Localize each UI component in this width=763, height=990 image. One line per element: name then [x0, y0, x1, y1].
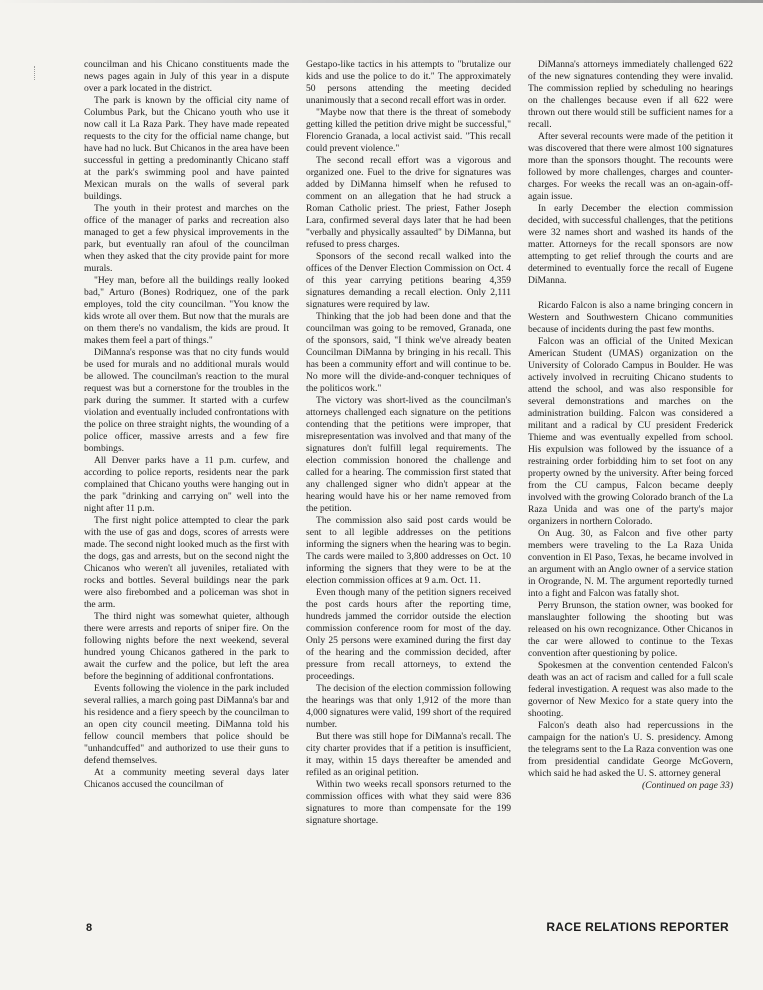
page-number: 8: [86, 922, 93, 934]
scan-mark: [34, 66, 39, 80]
paragraph: DiManna's response was that no city funds would be used for murals and no additional murals would be allowed. The councilman's reaction to the mural request was but a cornerstone for the troubles in the park during the summer. It started with a curfew violation and eventually included confrontations with the police on three straight nights, the wounding of a police officer, massive arrests and a few fire bombings.: [84, 347, 289, 454]
continued-note: (Continued on page 33): [642, 780, 733, 791]
paragraph: Events following the violence in the park included several rallies, a march going past DiManna's bar and his residence and a fiery speech by the councilman to an open city council meeting. DiManna told his fellow council members that police should be "unhandcuffed" and authorized to use their guns to defend themselves.: [84, 683, 289, 766]
paragraph: councilman and his Chicano constituents made the news pages again in July of this year in a dispute over a park located in the district.: [84, 59, 289, 94]
paragraph: Thinking that the job had been done and that the councilman was going to be removed, Granada, one of the sponsors, said, "I think we've already beaten Councilman DiManna by bringing in his recall. This has been a community effort and will continue to be. No more will the divide-and-conquer techniques of the politicos work.": [306, 311, 511, 394]
paragraph: The youth in their protest and marches on the office of the manager of parks and recreation also managed to get a few physical improvements in the park, but eventually ran afoul of the councilman when they asked that the city provide paint for more murals.: [84, 203, 289, 274]
paragraph: Falcon was an official of the United Mexican American Student (UMAS) organization on the University of Colorado Campus in Boulder. He was actively involved in recruiting Chicano students to attend the school, and was also responsible for several demonstrations and marches on the administration building. Falcon was considered a militant and a radical by CU president Frederick Thieme and was eventually expelled from school. His expulsion was followed by the issuance of a restraining order forbidding him to set foot on any property owned by the university. After being forced from the CU campus, Falcon became deeply involved with the growing Colorado branch of the La Raza Unida and was one of the party's major organizers in northern Colorado.: [528, 336, 733, 527]
paragraph: The park is known by the official city name of Columbus Park, but the Chicano youth who use it now call it La Raza Park. They have made repeated requests to the city for the official name change, but have had no luck. But Chicanos in the area have been successful in getting a predominantly Chicano staff at the park's swimming pool and have painted Mexican murals on the walls of several park buildings.: [84, 95, 289, 202]
paragraph: "Hey man, before all the buildings really looked bad," Arturo (Bones) Rodriquez, one of the park employes, told the city councilman. "You know the kids wrote all over them. But now that the murals are on them there's no vandalism, the kids are proud. It makes them feel a part of things.": [84, 275, 289, 346]
paragraph: The third night was somewhat quieter, although there were arrests and reports of sniper fire. On the following nights before the next weekend, several hundred young Chicanos gathered in the park to await the curfew and the police, but left the area before the beginning of additional confrontations.: [84, 611, 289, 682]
paragraph: Falcon's death also had repercussions in the campaign for the nation's U. S. presidency. Among the telegrams sent to the La Raza convention was one from presidential candidate George McGovern, which said he had asked the U. S. attorney general: [528, 720, 733, 779]
paragraph: Ricardo Falcon is also a name bringing concern in Western and Southwestern Chicano communities because of incidents during the past few months.: [528, 300, 733, 335]
publication-name: RACE RELATIONS REPORTER: [546, 920, 729, 934]
column-1: [84, 59, 289, 899]
paragraph: The first night police attempted to clear the park with the use of gas and dogs, scores of arrests were made. The second night looked much as the first with the dogs, gas and arrests, but on the second night the Chicanos who weren't all juveniles, retaliated with rocks and bottles. Several buildings near the park were also firebombed and a policeman was shot in the arm.: [84, 515, 289, 610]
article-body: [84, 59, 734, 899]
paragraph: At a community meeting several days later Chicanos accused the councilman of: [84, 767, 289, 790]
paragraph: Spokesmen at the convention centended Falcon's death was an act of racism and called for a full scale federal investigation. A request was also made to the governor of New Mexico for a state query into the shooting.: [528, 660, 733, 719]
paragraph: The victory was short-lived as the councilman's attorneys challenged each signature on the petitions contending that the petitions were improper, that misrepresentation was involved and that many of the signatures don't fulfill legal requirements. The election commission honored the challenge and called for a hearing. The commission first stated that any challenged signer who didn't appear at the hearing would have his or her name removed from the petition.: [306, 395, 511, 514]
paragraph: But there was still hope for DiManna's recall. The city charter provides that if a petition is insufficient, it may, within 15 days thereafter be amended and refiled as an original petition.: [306, 731, 511, 778]
column-2: [306, 59, 511, 899]
paragraph: "Maybe now that there is the threat of somebody getting killed the petition drive might be successful," Florencio Granada, a local activist said. "This recall could prevent violence.": [306, 107, 511, 154]
paragraph: Within two weeks recall sponsors returned to the commission offices with what they said were 836 signatures to more than compensate for the 199 signature shortage.: [306, 779, 511, 826]
paragraph: Even though many of the petition signers received the post cards hours after the reporting time, hundreds jammed the corridor outside the election commission conference room for most of the day. Only 25 persons were examined during the first day of the hearing and the commission decided, after pressure from recall attorneys, to extend the proceedings.: [306, 587, 511, 682]
paragraph: On Aug. 30, as Falcon and five other party members were traveling to the La Raza Unida convention in El Paso, Texas, he became involved in an argument with an Anglo owner of a service station in Orogrande, N. M. The argument reportedly turned into a fight and Falcon was fatally shot.: [528, 528, 733, 599]
paragraph: In early December the election commission decided, with successful challenges, that the petitions were 32 names short and washed its hands of the matter. Attorneys for the recall sponsors are now attempting to get relief through the courts and are determined to eventually force the recall of Eugene DiManna.: [528, 203, 733, 286]
paragraph: DiManna's attorneys immediately challenged 622 of the new signatures contending they were invalid. The commission replied by scheduling no hearings on the challenges because even if all 622 were thrown out there would still be sufficient names for a recall.: [528, 59, 733, 130]
paragraph: Sponsors of the second recall walked into the offices of the Denver Election Commission on Oct. 4 of this year carrying petitions bearing 4,359 signatures demanding a recall election. Only 2,111 signatures were required by law.: [306, 251, 511, 310]
page-top-edge: [0, 0, 763, 3]
paragraph: After several recounts were made of the petition it was discovered that there were almost 100 signatures more than the sponsors thought. The recounts were followed by more challenges, charges and counter-charges. For weeks the recall was an on-again-off-again issue.: [528, 131, 733, 202]
column-3: [528, 59, 733, 899]
paragraph: The commission also said post cards would be sent to all legible addresses on the petitions informing the signers when the hearing was to begin. The cards were mailed to 3,800 addresses on Oct. 10 informing the signers that they were to be at the election commission offices at 9 a.m. Oct. 11.: [306, 515, 511, 586]
paragraph: Perry Brunson, the station owner, was booked for manslaughter following the shooting but was released on his own recognizance. Other Chicanos in the car were allowed to continue to the Texas convention after questioning by police.: [528, 600, 733, 659]
paragraph: All Denver parks have a 11 p.m. curfew, and according to police reports, residents near the park complained that Chicano youths were hanging out in the park "drinking and carrying on" well into the night after 11 p.m.: [84, 455, 289, 514]
paragraph: The second recall effort was a vigorous and organized one. Fuel to the drive for signatures was added by DiManna himself when he refused to comment on an allegation that he had struck a Roman Catholic priest. The priest, Father Joseph Lara, confirmed several days later that he had been "verbally and physically assaulted" by DiManna, but refused to press charges.: [306, 155, 511, 250]
paragraph: The decision of the election commission following the hearings was that only 1,912 of the more than 4,000 signatures were valid, 199 short of the required number.: [306, 683, 511, 730]
paragraph: Gestapo-like tactics in his attempts to "brutalize our kids and use the police to do it." The approximately 50 persons attending the meeting decided unanimously that a second recall effort was in order.: [306, 59, 511, 106]
